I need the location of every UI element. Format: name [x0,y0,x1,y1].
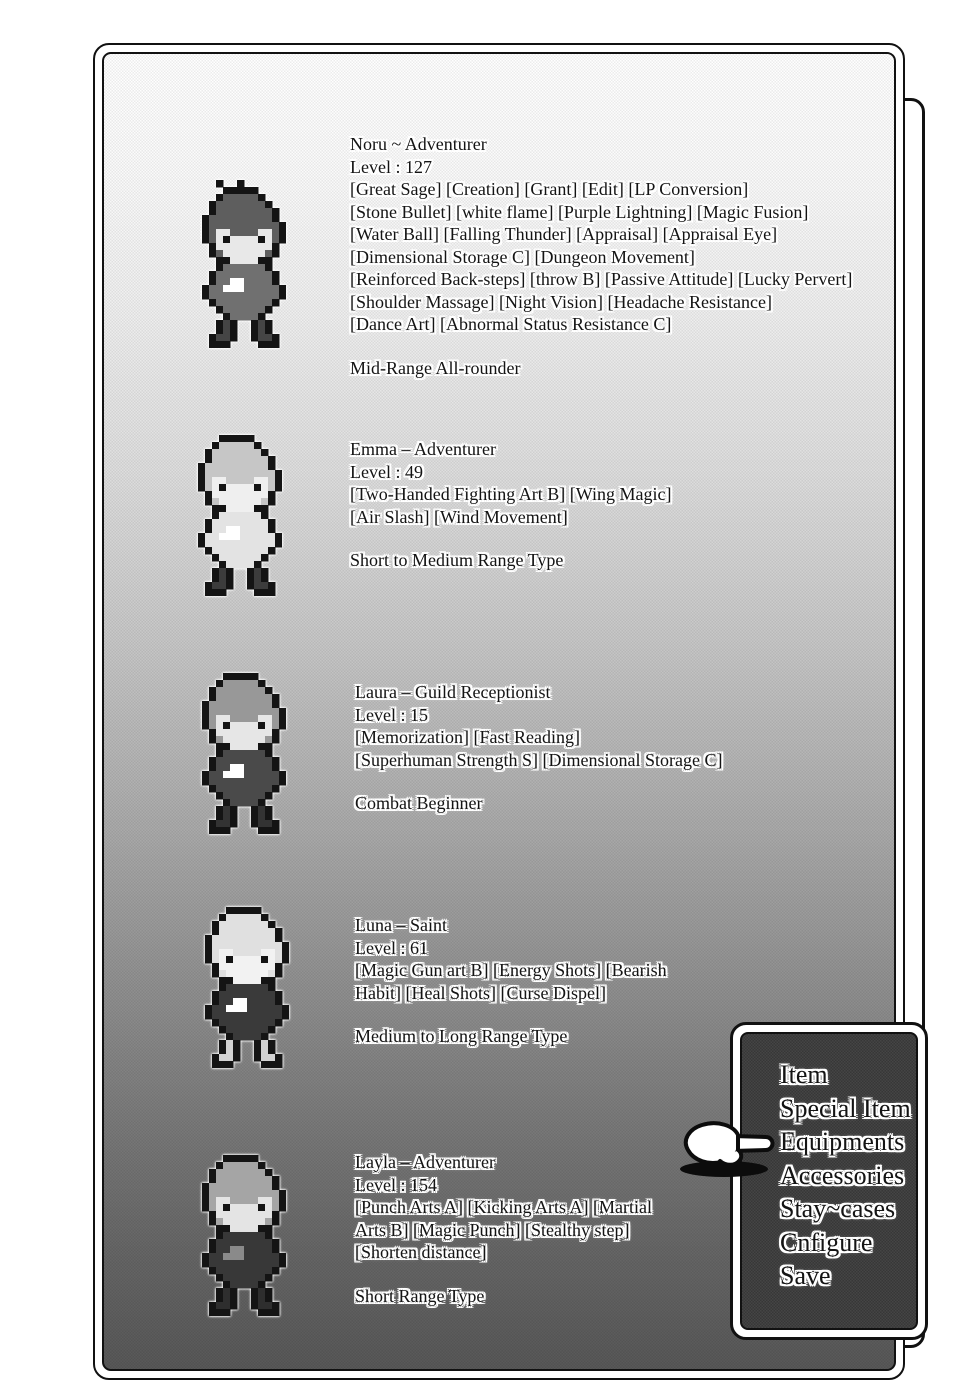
character-entry-emma [350,438,671,572]
menu-item-equipments[interactable]: Equipments [780,1127,905,1156]
skill-line: [Dance Art] [Abnormal Status Resistance C] [350,314,672,334]
emma-sprite [198,428,282,596]
character-name: Laura – Guild Receptionist [355,682,551,702]
character-role: Short Range Type [355,1285,485,1306]
menu-item-save[interactable]: Save [780,1261,831,1290]
character-name: Noru ~ Adventurer [350,134,487,154]
skill-line: [Shorten distance] [355,1242,487,1262]
character-name: Luna – Saint [355,915,447,935]
character-entry-laura [355,681,722,815]
skill-line: Arts B] [Magic Punch] [Stealthy step] [355,1219,630,1240]
character-name: Emma – Adventurer [350,439,496,459]
skill-line: [Dimensional Storage C] [Dungeon Movement] [350,246,695,267]
skill-line: [Two-Handed Fighting Art B] [Wing Magic] [350,484,672,504]
command-menu [730,1022,928,1340]
menu-item-item[interactable]: Item [780,1060,828,1089]
skill-line: [Water Ball] [Falling Thunder] [Appraisal] [Appraisal Eye] [350,224,778,244]
skill-line: [Magic Gun art B] [Energy Shots] [Bearish [355,960,667,980]
skill-line: [Memorization] [Fast Reading] [355,727,580,747]
menu-item-stay-cases[interactable]: Stay~cases [780,1194,896,1223]
menu-item-accessories[interactable]: Accessories [780,1160,905,1190]
skill-line: [Reinforced Back-steps] [throw B] [Passive Attitude] [Lucky Pervert] [350,269,853,289]
command-menu-background [740,1032,918,1330]
luna-sprite [205,900,289,1068]
character-role: Short to Medium Range Type [350,550,564,570]
character-level: Level : 49 [350,461,423,482]
skill-line: [Punch Arts A] [Kicking Arts A] [Martial [355,1197,652,1217]
noru-sprite [202,180,286,348]
menu-item-special-item[interactable]: Special Item [780,1093,911,1123]
skill-line: [Stone Bullet] [white flame] [Purple Lightning] [Magic Fusion] [350,201,809,222]
layla-sprite [202,1148,286,1316]
skill-line: [Air Slash] [Wind Movement] [350,506,568,527]
character-level: Level : 127 [350,156,432,177]
character-role: Mid-Range All-rounder [350,357,521,378]
character-entry-layla [355,1151,652,1307]
character-entry-noru [350,133,852,379]
skill-line: [Shoulder Massage] [Night Vision] [Headache Resistance] [350,291,772,312]
character-name: Layla – Adventurer [355,1152,495,1172]
character-level: Level : 61 [355,937,428,958]
skill-line: Habit] [Heal Shots] [Curse Dispel] [355,982,606,1003]
character-level: Level : 154 [355,1174,437,1195]
character-role: Medium to Long Range Type [355,1026,568,1046]
pointing-hand-icon [678,1114,780,1178]
laura-sprite [202,666,286,834]
character-entry-luna [355,914,667,1048]
character-role: Combat Beginner [355,793,483,813]
skill-line: [Great Sage] [Creation] [Grant] [Edit] [LP Conversion] [350,179,749,199]
character-level: Level : 15 [355,704,428,725]
menu-item-cnfigure[interactable]: Cnfigure [780,1227,873,1257]
skill-line: [Superhuman Strength S] [Dimensional Storage C] [355,749,723,770]
